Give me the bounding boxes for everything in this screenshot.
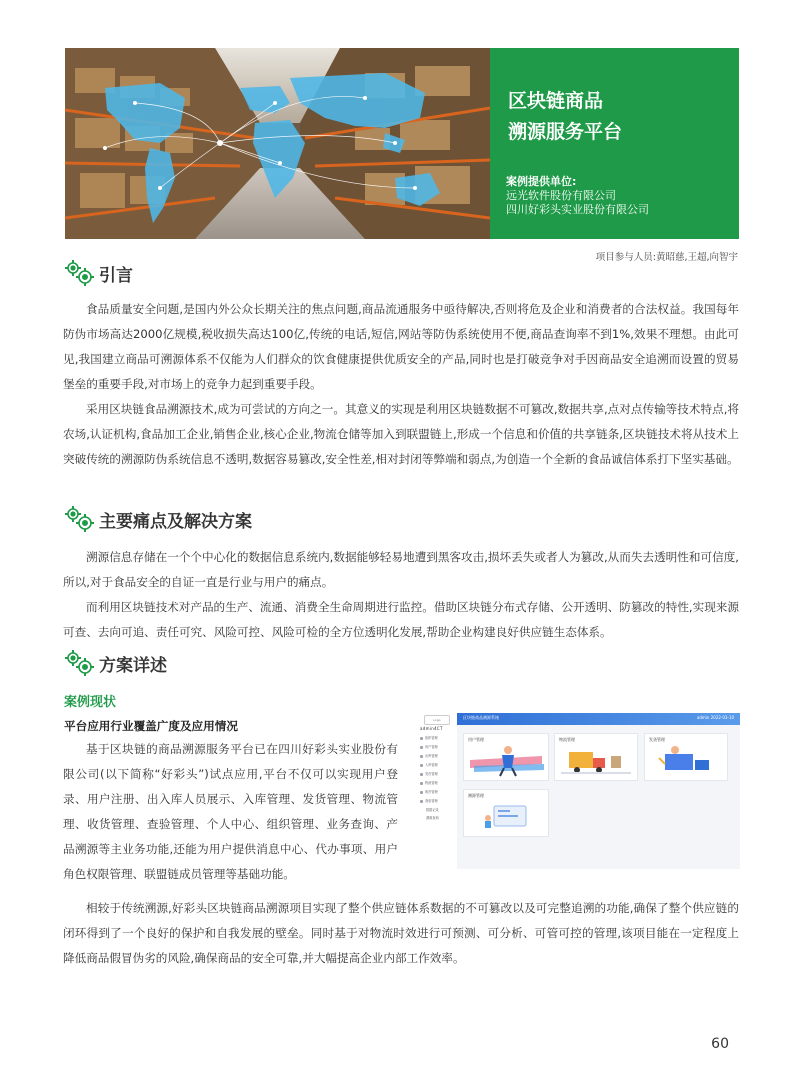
section-title-intro: 引言 [99,266,133,286]
screenshot-card-logistics [554,733,638,781]
screenshot-main [457,713,740,869]
screenshot-nav-item: 发货管理 [420,771,438,776]
provider-1: 远光软件股份有限公司 [506,189,616,202]
screenshot-nav-sub: 溯源查询 [426,816,439,820]
participants: 项目参与人员:黄昭慈,王超,向智宇 [595,252,738,263]
provider-2: 四川好彩头实业股份有限公司 [506,203,649,216]
intro-paragraph-1: 食品质量安全问题,是国内外公众长期关注的焦点问题,商品流通服务中亟待解决,否则将危及企业和消费者的合法权益。我国每年防伪市场高达2000亿规模,税收损失高达100亿,传统的电话,短信,网站等防伪系统使用不便,商品查询率不到1%,效果不理想。由此可见,我国建立商品可溯源体系不仅能为人们群众的饮食健康提供优质安全的产品,同时也是打破竞争对手因商品安全追溯而设置的贸易堡垒的重要手段,对市场上的竞争力起到重要手段。 [63,302,739,391]
section-title-pain: 主要痛点及解决方案 [99,512,252,532]
screenshot-card-trace [463,789,549,837]
gears-icon [63,648,97,676]
screenshot-user: admin4CT [420,726,443,731]
screenshot-nav-item: 入库管理 [420,762,438,767]
screenshot-card-label: 物流管理 [559,737,575,742]
page-number: 60 [711,1036,729,1052]
screenshot-topbar [457,713,740,725]
banner-title-line-2: 溯源服务平台 [508,121,623,143]
subheading-platform-coverage: 平台应用行业覆盖广度及应用情况 [64,719,238,733]
screenshot-nav-item: 组织管理 [420,735,438,740]
screenshot-card-label: 溯源管理 [468,793,484,798]
provider-label: 案例提供单位: [506,175,577,188]
screenshot-nav-item: 用户管理 [420,744,438,749]
screenshot-nav-sub: 数据记录 [426,808,439,812]
banner-title [508,86,622,148]
screenshot-card-label: 用户管理 [468,737,484,742]
banner-title-panel [490,48,739,239]
subheading-case-status: 案例现状 [64,695,117,710]
gears-icon [63,258,97,286]
screenshot-nav-item: 查验管理 [420,798,438,803]
screenshot-logo: Logo [424,715,450,725]
section-heading-detail [63,648,363,678]
banner-title-line-1: 区块链商品 [508,90,604,112]
warehouse-world-map-image [65,48,490,239]
detail-closing-paragraph: 相较于传统溯源,好彩头区块链商品溯源项目实现了整个供应链体系数据的不可篡改以及可完整追溯的功能,确保了整个供应链的闭环得到了一个良好的保护和自我发展的壁垒。同时基于对物流时效进行可预测、可分析、可管可控的管理,该项目能在一定程度上降低商品假冒伪劣的风险,确保商品的安全可靠,并大幅提高企业内部工作效率。 [63,901,739,965]
detail-side-paragraph: 基于区块链的商品溯源服务平台已在四川好彩头实业股份有限公司(以下简称“好彩头”)试点应用,平台不仅可以实现用户登录、用户注册、出入库人员展示、入库管理、发货管理、物流管理、收货管理、查验管理、个人中心、组织管理、业务查询、产品溯源等主业务功能,还能为用户提供消息中心、代办事项、用户角色权限管理、联盟链成员管理等基础功能。 [63,742,398,881]
screenshot-header-right: admin 2022-03-10 [696,715,734,720]
screenshot-nav-item: 物流管理 [420,780,438,785]
intro-paragraph-2: 采用区块链食品溯源技术,成为可尝试的方向之一。其意义的实现是利用区块链数据不可篡改,数据共享,点对点传输等技术特点,将农场,认证机构,食品加工企业,销售企业,核心企业,物流仓储等加入到联盟链上,形成一个信息和价值的共享链条,区块链技术将从技术上突破传统的溯源防伪系统信息不透明,数据容易篡改,安全性差,相对封闭等弊端和弱点,为创造一个全新的食品诚信体系打下坚实基础。 [63,402,739,466]
pain-paragraph-1: 溯源信息存储在一个个中心化的数据信息系统内,数据能够轻易地遭到黑客攻击,损坏丢失或者人为篡改,从而失去透明性和可信度,所以,对于食品安全的自证一直是行业与用户的痛点。 [63,550,739,589]
section-title-detail: 方案详述 [99,656,167,676]
screenshot-header-title: 区块链商品溯源系统 [463,715,499,720]
section-heading-pain [63,504,363,534]
screenshot-sidebar [416,713,457,869]
screenshot-nav-item: 出库管理 [420,753,438,758]
banner-photo [65,48,490,239]
pain-paragraph-2: 而利用区块链技术对产品的生产、流通、消费全生命周期进行监控。借助区块链分布式存储、公开透明、防篡改的特性,实现来源可查、去向可追、责任可究、风险可控、风险可检的全方位透明化发展,帮助企业构建良好供应链生态体系。 [63,600,739,639]
screenshot-nav-item: 收货管理 [420,789,438,794]
gears-icon [63,504,97,532]
screenshot-card-users [463,733,549,781]
section-heading-intro [63,258,363,288]
screenshot-card-shipping [644,733,728,781]
screenshot-card-label: 发货管理 [649,737,665,742]
